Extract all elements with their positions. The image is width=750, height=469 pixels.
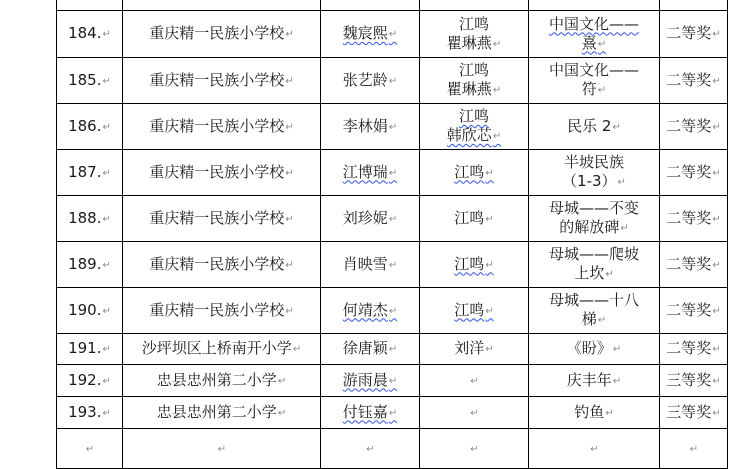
work-title-cell: [529, 334, 660, 365]
student-cell-text: 魏宸熙↵: [342, 24, 398, 42]
paragraph-mark: ↵: [712, 259, 721, 271]
paragraph-mark: ↵: [388, 305, 398, 317]
table-row: [57, 288, 728, 334]
paragraph-mark: ↵: [285, 167, 294, 179]
student-cell: [321, 365, 420, 397]
row-number-cell-text: 192.↵: [68, 370, 111, 389]
work-title-cell-text: 母城——不变: [548, 199, 639, 217]
award-cell-text: 二等奖↵: [666, 339, 721, 357]
table-row: [57, 397, 728, 429]
paragraph-mark: ↵: [712, 213, 721, 225]
paragraph-mark: ↵: [485, 305, 494, 317]
paragraph-mark: ↵: [470, 407, 479, 419]
teacher-cell: [420, 104, 529, 150]
row-number-cell: [57, 104, 123, 150]
row-number-cell: [57, 242, 123, 288]
school-cell-text: 重庆精一民族小学校↵: [149, 300, 294, 319]
row-number-cell-text: 186.↵: [68, 116, 111, 135]
work-title-cell-text: 民乐 2↵: [567, 116, 621, 135]
paragraph-mark: ↵: [388, 407, 398, 419]
work-title-cell-text: 钓鱼↵: [574, 402, 614, 421]
student-cell-text: 江博瑞↵: [342, 162, 398, 181]
work-title-cell-text: 母城——爬坡: [548, 245, 639, 263]
student-cell: [321, 104, 420, 150]
paragraph-mark: ↵: [85, 443, 95, 455]
row-number-cell: [57, 196, 123, 242]
school-cell-text: 重庆精一民族小学校↵: [149, 208, 294, 227]
award-cell: [660, 58, 728, 104]
teacher-cell-text: 瞿琳燕↵: [446, 80, 502, 98]
paragraph-mark: ↵: [285, 213, 294, 225]
school-cell: [123, 104, 321, 150]
school-cell: [123, 196, 321, 242]
work-title-cell: [529, 429, 660, 469]
work-title-cell-text: 半坡民族: [563, 153, 624, 171]
award-cell: [660, 150, 728, 196]
student-cell-text: 徐唐颖↵: [342, 339, 398, 357]
teacher-cell-text: 刘洋↵: [454, 339, 494, 357]
work-title-cell: [529, 104, 660, 150]
award-cell-text: 二等奖↵: [666, 24, 721, 42]
paragraph-mark: ↵: [277, 375, 287, 387]
paragraph-mark: ↵: [388, 375, 398, 387]
work-title-cell: [529, 150, 660, 196]
work-title-cell-text: 《盼》↵: [566, 339, 622, 357]
teacher-cell-text: 江鸣↵: [454, 254, 494, 273]
work-title-cell: [529, 365, 660, 397]
table-row: [57, 365, 728, 397]
table-row: [57, 150, 728, 196]
paragraph-mark: ↵: [292, 344, 302, 355]
school-cell: [123, 429, 321, 469]
table-row: [57, 242, 728, 288]
paragraph-mark: ↵: [102, 305, 111, 317]
award-cell-text: 二等奖↵: [666, 116, 721, 135]
award-cell-text: 二等奖↵: [666, 208, 721, 227]
teacher-cell-text: [422, 371, 526, 391]
paragraph-mark: ↵: [102, 407, 111, 419]
school-cell-text: 忠县忠州第二小学↵: [156, 370, 287, 389]
school-cell-text: 忠县忠州第二小学↵: [156, 402, 287, 421]
work-title-cell-text: 的解放碑↵: [559, 218, 629, 236]
paragraph-mark: ↵: [485, 167, 494, 179]
paragraph-mark: ↵: [285, 29, 294, 40]
school-cell: [123, 365, 321, 397]
paragraph-mark: ↵: [285, 75, 294, 87]
work-title-cell-text: [531, 439, 657, 459]
school-cell-text: 重庆精一民族小学校↵: [149, 116, 294, 135]
paragraph-mark: ↵: [689, 443, 699, 455]
work-title-cell-text: 梯↵: [581, 310, 607, 328]
award-cell: [660, 288, 728, 334]
student-cell: [321, 0, 420, 11]
paragraph-mark: ↵: [102, 344, 111, 355]
paragraph-mark: ↵: [492, 85, 502, 96]
table-row: [57, 11, 728, 58]
student-cell-text: 何靖杰↵: [342, 300, 398, 319]
school-cell: [123, 150, 321, 196]
paragraph-mark: ↵: [612, 121, 621, 133]
teacher-cell: [420, 334, 529, 365]
row-number-cell: [57, 0, 123, 11]
awards-table: [56, 0, 728, 469]
school-cell: [123, 288, 321, 334]
row-number-cell: [57, 11, 123, 58]
table-row: [57, 196, 728, 242]
teacher-cell: [420, 365, 529, 397]
teacher-cell: [420, 11, 529, 58]
student-cell-text: [323, 439, 417, 459]
paragraph-mark: ↵: [388, 259, 398, 271]
paragraph-mark: ↵: [388, 29, 398, 40]
paragraph-mark: ↵: [102, 167, 111, 179]
teacher-cell: [420, 58, 529, 104]
paragraph-mark: ↵: [102, 121, 111, 133]
teacher-cell-text: 瞿琳燕↵: [446, 33, 502, 52]
row-number-cell-text: 185.↵: [68, 70, 111, 89]
teacher-cell: [420, 288, 529, 334]
work-title-cell: [529, 397, 660, 429]
student-cell-text: 张艺龄↵: [342, 70, 398, 89]
student-cell: [321, 334, 420, 365]
paragraph-mark: ↵: [388, 344, 398, 355]
paragraph-mark: ↵: [485, 213, 494, 225]
paragraph-mark: ↵: [388, 121, 398, 133]
award-cell-text: 二等奖↵: [666, 254, 721, 273]
paragraph-mark: ↵: [285, 305, 294, 317]
award-cell: [660, 334, 728, 365]
teacher-cell-text: [422, 439, 526, 459]
paragraph-mark: ↵: [388, 75, 398, 87]
row-number-cell-text: 188.↵: [68, 208, 111, 227]
student-cell-text: 刘珍妮↵: [342, 208, 398, 227]
paragraph-mark: ↵: [597, 315, 607, 326]
paragraph-mark: ↵: [712, 75, 721, 87]
teacher-cell-text: 江鸣↵: [454, 162, 494, 181]
paragraph-mark: ↵: [492, 131, 502, 142]
row-number-cell-text: [59, 439, 120, 459]
row-number-cell-text: 190.↵: [68, 300, 111, 319]
school-cell: [123, 0, 321, 11]
award-cell: [660, 11, 728, 58]
row-number-cell: [57, 58, 123, 104]
award-cell: [660, 242, 728, 288]
paragraph-mark: ↵: [617, 177, 626, 188]
teacher-cell: [420, 150, 529, 196]
paragraph-mark: ↵: [492, 38, 502, 50]
row-number-cell: [57, 429, 123, 469]
paragraph-mark: ↵: [605, 407, 614, 419]
paragraph-mark: ↵: [597, 38, 607, 50]
school-cell-text: 重庆精一民族小学校↵: [149, 24, 294, 42]
work-title-cell-text: 中国文化——: [548, 61, 639, 79]
paragraph-mark: ↵: [712, 375, 721, 387]
student-cell: [321, 58, 420, 104]
teacher-cell-text: [422, 403, 526, 423]
paragraph-mark: ↵: [597, 85, 607, 96]
school-cell: [123, 58, 321, 104]
row-number-cell-text: 184.↵: [68, 24, 111, 42]
student-cell: [321, 150, 420, 196]
award-cell: [660, 429, 728, 469]
award-cell-text: 三等奖↵: [666, 402, 721, 421]
paragraph-mark: ↵: [612, 375, 622, 387]
school-cell-text: 重庆精一民族小学校↵: [149, 70, 294, 89]
work-title-cell: [529, 196, 660, 242]
teacher-cell: [420, 196, 529, 242]
student-cell: [321, 288, 420, 334]
teacher-cell-text: 江鸣: [458, 14, 489, 33]
school-cell: [123, 11, 321, 58]
award-cell-text: 二等奖↵: [666, 162, 721, 181]
paragraph-mark: ↵: [388, 167, 398, 179]
row-number-cell: [57, 150, 123, 196]
paragraph-mark: ↵: [277, 407, 287, 419]
award-cell: [660, 0, 728, 11]
work-title-cell-text: 上坎↵: [574, 264, 614, 282]
table-row: [57, 334, 728, 365]
work-title-cell: [529, 242, 660, 288]
teacher-cell-text: 江鸣: [458, 61, 489, 79]
teacher-cell-text: 韩欣芯↵: [446, 126, 502, 144]
school-cell-text: 重庆精一民族小学校↵: [149, 162, 294, 181]
work-title-cell: [529, 58, 660, 104]
paragraph-mark: ↵: [712, 167, 721, 179]
paragraph-mark: ↵: [712, 407, 721, 419]
work-title-cell-text: 母城——十八: [548, 291, 639, 309]
school-cell-text: 沙坪坝区上桥南开小学↵: [141, 339, 302, 357]
work-title-cell-text: （1-3）↵: [562, 172, 626, 190]
student-cell-text: 李林娟↵: [342, 116, 398, 135]
paragraph-mark: ↵: [102, 213, 111, 225]
award-cell-text: 二等奖↵: [666, 300, 721, 319]
student-cell-text: 游雨晨↵: [342, 370, 398, 389]
paragraph-mark: ↵: [612, 344, 622, 355]
student-cell-text: 付钰嘉↵: [342, 402, 398, 421]
award-cell: [660, 397, 728, 429]
student-cell-text: 肖映雪↵: [342, 254, 398, 273]
award-cell: [660, 365, 728, 397]
row-number-cell-text: 189.↵: [68, 254, 111, 273]
row-number-cell-text: 193.↵: [68, 402, 111, 421]
paragraph-mark: ↵: [712, 305, 721, 317]
award-cell: [660, 196, 728, 242]
teacher-cell: [420, 0, 529, 11]
paragraph-mark: ↵: [102, 375, 111, 387]
paragraph-mark: ↵: [285, 121, 294, 133]
student-cell: [321, 242, 420, 288]
school-cell: [123, 334, 321, 365]
award-cell: [660, 104, 728, 150]
school-cell-text: [125, 439, 318, 459]
paragraph-mark: ↵: [485, 344, 494, 355]
student-cell: [321, 429, 420, 469]
row-number-cell-text: 187.↵: [68, 162, 111, 181]
award-cell-text: [662, 439, 725, 459]
work-title-cell: [529, 288, 660, 334]
work-title-cell-text: 中国文化——: [548, 14, 639, 33]
school-cell: [123, 242, 321, 288]
school-cell-text: 重庆精一民族小学校↵: [149, 254, 294, 273]
paragraph-mark: ↵: [470, 375, 479, 387]
row-number-cell: [57, 397, 123, 429]
teacher-cell: [420, 242, 529, 288]
teacher-cell-text: 江鸣↵: [454, 300, 494, 319]
table-row: [57, 0, 728, 11]
paragraph-mark: ↵: [712, 29, 721, 40]
award-cell-text: 三等奖↵: [666, 370, 721, 389]
table-row: [57, 58, 728, 104]
work-title-cell-text: 熹↵: [581, 33, 607, 52]
work-title-cell-text: 符↵: [581, 80, 607, 98]
row-number-cell: [57, 288, 123, 334]
work-title-cell: [529, 0, 660, 11]
paragraph-mark: ↵: [712, 121, 721, 133]
paragraph-mark: ↵: [485, 259, 494, 271]
paragraph-mark: ↵: [102, 29, 111, 40]
teacher-cell-text: 江鸣↵: [454, 208, 494, 227]
paragraph-mark: ↵: [366, 443, 375, 455]
table-row: [57, 104, 728, 150]
work-title-cell: [529, 11, 660, 58]
paragraph-mark: ↵: [470, 443, 479, 455]
work-title-cell-text: 庆丰年↵: [566, 370, 622, 389]
paragraph-mark: ↵: [102, 259, 111, 271]
paragraph-mark: ↵: [590, 443, 599, 455]
table-row: [57, 429, 728, 469]
paragraph-mark: ↵: [285, 259, 294, 271]
paragraph-mark: ↵: [217, 443, 227, 455]
student-cell: [321, 196, 420, 242]
teacher-cell: [420, 397, 529, 429]
teacher-cell-text: 江鸣: [458, 107, 489, 125]
row-number-cell: [57, 334, 123, 365]
row-number-cell-text: 191.↵: [68, 339, 111, 357]
award-cell-text: 二等奖↵: [666, 70, 721, 89]
teacher-cell: [420, 429, 529, 469]
row-number-cell: [57, 365, 123, 397]
paragraph-mark: ↵: [605, 269, 614, 280]
school-cell: [123, 397, 321, 429]
student-cell: [321, 397, 420, 429]
paragraph-mark: ↵: [388, 213, 398, 225]
paragraph-mark: ↵: [620, 223, 629, 234]
paragraph-mark: ↵: [102, 75, 111, 87]
student-cell: [321, 11, 420, 58]
paragraph-mark: ↵: [712, 344, 721, 355]
